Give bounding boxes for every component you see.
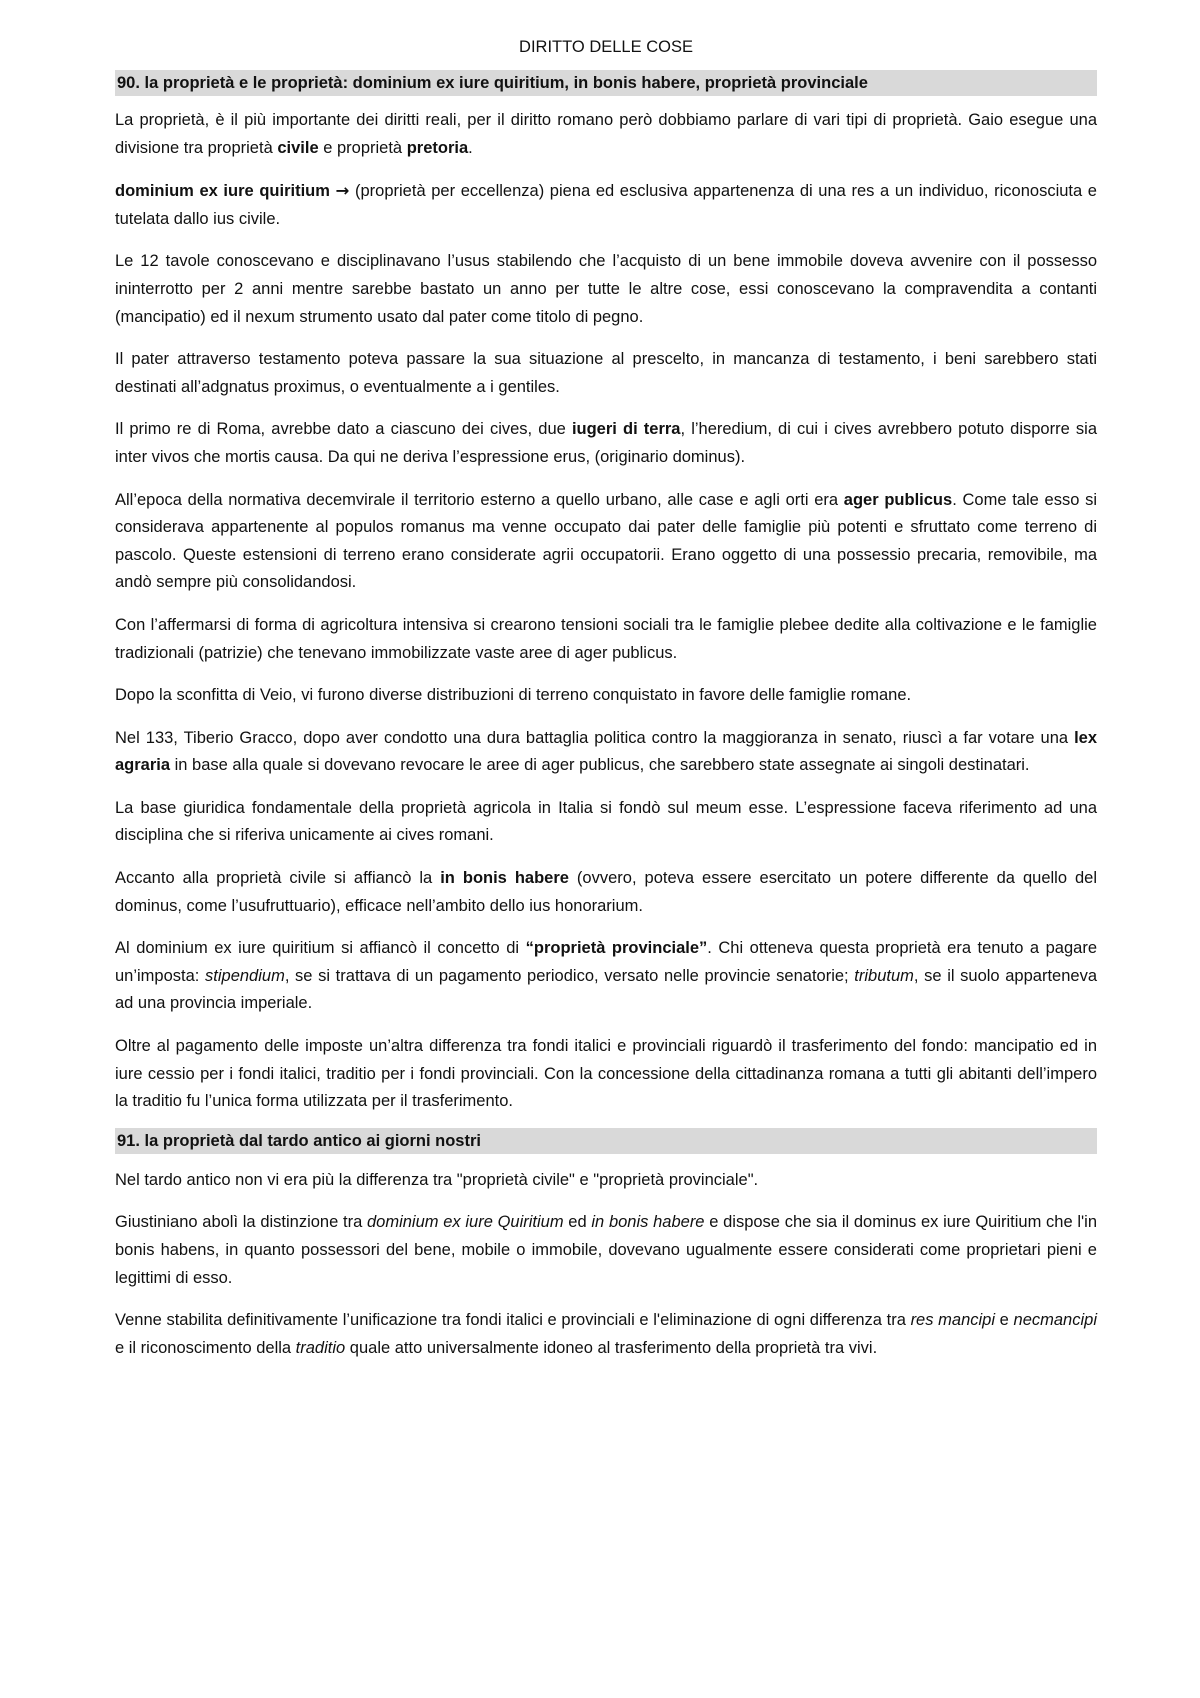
section-heading-91: 91. la proprietà dal tardo antico ai giorni nostri bbox=[115, 1128, 1097, 1154]
paragraph: Al dominium ex iure quiritium si affiancò il concetto di “proprietà provinciale”. Chi otteneva questa proprietà era tenuto a pagare un’imposta: stipendium, se si trattava di un pagamento periodico, versato nelle provincie senatorie; tributum, se il suolo apparteneva ad una provincia imperiale. bbox=[115, 939, 1097, 1013]
paragraph: All’epoca della normativa decemvirale il territorio esterno a quello urbano, alle case e agli orti era ager publicus. Come tale esso si considerava appartenente al populos romanus ma venne occupato dai pater delle famiglie più potenti e sfruttato come terreno di pascolo. Queste estensioni di terreno erano considerate agrii occupatorii. Erano oggetto di una possessio precaria, removibile, ma andò sempre più consolidandosi. bbox=[115, 490, 1097, 592]
paragraph: Il pater attraverso testamento poteva passare la sua situazione al prescelto, in mancanza di testamento, i beni sarebbero stati destinati all’adgnatus proximus, o eventualmente a i gentiles. bbox=[115, 350, 1097, 396]
paragraph: Giustiniano abolì la distinzione tra dominium ex iure Quiritium ed in bonis habere e dispose che sia il dominus ex iure Quiritium che l'in bonis habens, in quanto possessori del bene, mobile o immobile, dovevano ugualmente essere considerati come proprietari pieni e legittimi di esso. bbox=[115, 1213, 1098, 1287]
paragraph: Nel tardo antico non vi era più la differenza tra "proprietà civile" e "proprietà provinciale". bbox=[115, 1170, 759, 1189]
paragraph: Dopo la sconfitta di Veio, vi furono diverse distribuzioni di terreno conquistato in favore delle famiglie romane. bbox=[115, 686, 912, 705]
paragraph: Oltre al pagamento delle imposte un’altra differenza tra fondi italici e provinciali riguardò il trasferimento del fondo: mancipatio ed in iure cessio per i fondi italici, traditio per i fondi provinciali. Con la concessione della cittadinanza romana a tutti gli abitanti dell’impero la traditio fu l’unica forma utilizzata per il trasferimento. bbox=[115, 1037, 1097, 1111]
paragraph: Le 12 tavole conoscevano e disciplinavano l’usus stabilendo che l’acquisto di un bene immobile doveva avvenire con il possesso ininterrotto per 2 anni mentre sarebbe bastato un anno per tutte le altre cose, essi conoscevano la compravendita a contanti (mancipatio) ed il nexum strumento usato dal pater come titolo di pegno. bbox=[115, 252, 1097, 326]
paragraph: La proprietà, è il più importante dei diritti reali, per il diritto romano però dobbiamo parlare di vari tipi di proprietà. Gaio esegue una divisione tra proprietà civile e proprietà pretoria. bbox=[115, 111, 1097, 157]
paragraph: Con l’affermarsi di forma di agricoltura intensiva si crearono tensioni sociali tra le famiglie plebee dedite alla coltivazione e le famiglie tradizionali (patrizie) che tenevano immobilizzate vaste aree di ager publicus. bbox=[115, 615, 1097, 662]
section-heading-90: 90. la proprietà e le proprietà: dominium ex iure quiritium, in bonis habere, proprietà provinciale bbox=[115, 70, 1097, 96]
document-page bbox=[115, 0, 1097, 1362]
paragraph: Il primo re di Roma, avrebbe dato a ciascuno dei cives, due iugeri di terra, l’heredium, di cui i cives avrebbero potuto disporre sia inter vivos che mortis causa. Da qui ne deriva l’espressione erus, (originario dominus). bbox=[115, 420, 1097, 466]
paragraph: Venne stabilita definitivamente l’unificazione tra fondi italici e provinciali e l'eliminazione di ogni differenza tra res mancipi e necmancipi e il riconoscimento della traditio quale atto universalmente idoneo al trasferimento della proprietà tra vivi. bbox=[115, 1311, 1097, 1357]
document-title: DIRITTO DELLE COSE bbox=[519, 38, 693, 56]
paragraph: Nel 133, Tiberio Gracco, dopo aver condotto una dura battaglia politica contro la maggioranza in senato, riuscì a far votare una lex agraria in base alla quale si dovevano revocare le aree di ager publicus, che sarebbero state assegnate ai singoli destinatari. bbox=[115, 728, 1097, 775]
paragraph: La base giuridica fondamentale della proprietà agricola in Italia si fondò sul meum esse. L’espressione faceva riferimento ad una disciplina che si riferiva unicamente ai cives romani. bbox=[115, 798, 1097, 845]
paragraph: dominium ex iure quiritium → (proprietà per eccellenza) piena ed esclusiva appartenenza di una res a un individuo, riconosciuta e tutelata dallo ius civile. bbox=[115, 181, 1097, 228]
right-arrow-icon: → bbox=[335, 181, 350, 201]
paragraph: Accanto alla proprietà civile si affiancò la in bonis habere (ovvero, poteva essere esercitato un potere differente da quello del dominus, come l’usufruttuario), efficace nell’ambito dello ius honorarium. bbox=[115, 869, 1097, 915]
